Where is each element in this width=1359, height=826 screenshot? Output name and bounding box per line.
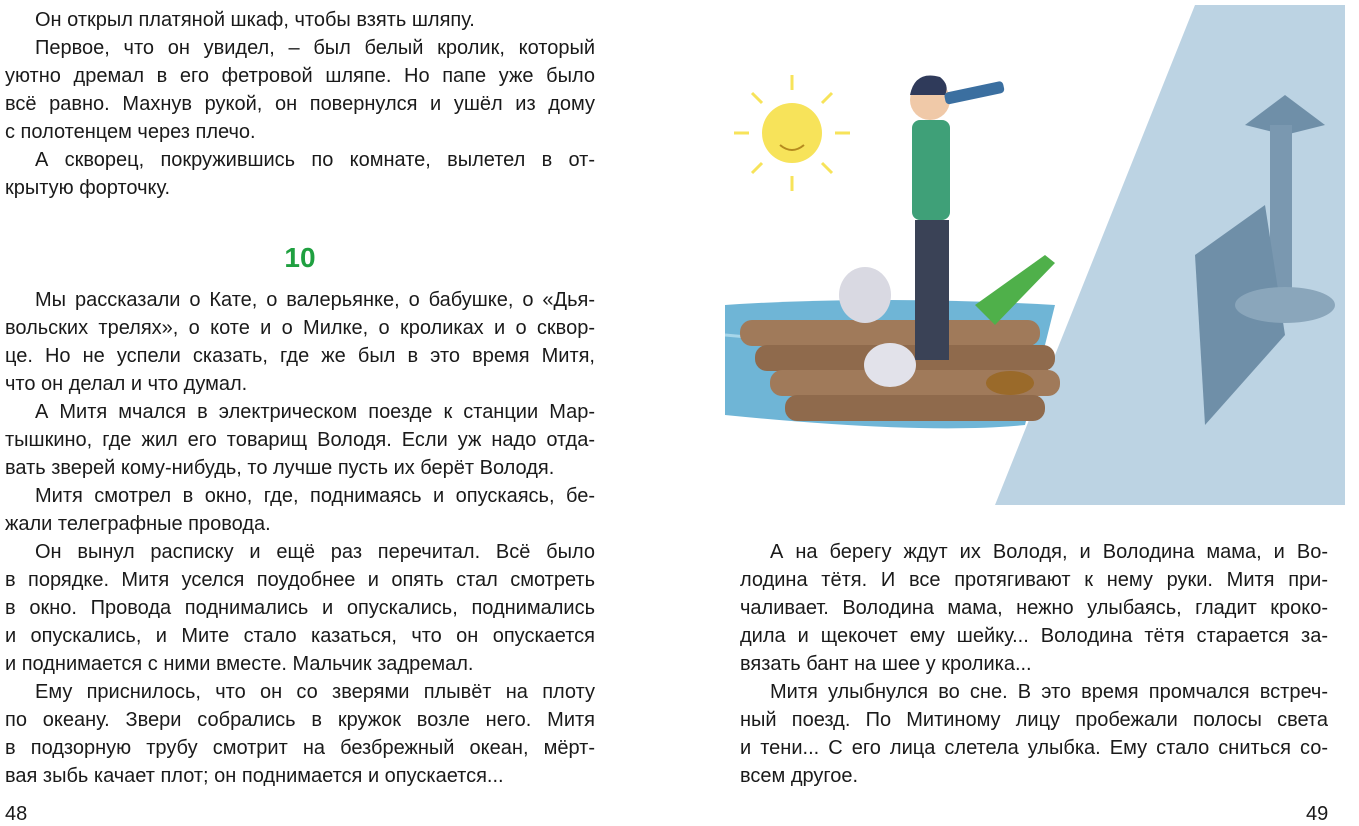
text-line: и тени... С его лица слетела улыбка. Ему стало сниться со- <box>740 737 1328 759</box>
text-line: А на берегу ждут их Володя, и Володина мама, и Во- <box>770 541 1328 563</box>
text-line: А скворец, покружившись по комнате, вылетел в от- <box>35 149 595 171</box>
text-line: уютно дремал в его фетровой шляпе. Но папе уже было <box>5 65 595 87</box>
left-page-text <box>5 6 595 790</box>
page-number-right: 49 <box>1306 803 1329 825</box>
text-line: жали телеграфные провода. <box>5 513 271 535</box>
text-line: вольских трелях», о коте и о Милке, о кроликах и о сквор- <box>5 317 595 339</box>
text-line: что он делал и что думал. <box>5 373 248 395</box>
text-line: вая зыбь качает плот; он поднимается и опускается... <box>5 765 504 787</box>
paragraphs-after-chapter <box>5 286 595 790</box>
text-line: Мы рассказали о Кате, о валерьянке, о бабушке, о «Дья- <box>35 289 595 311</box>
text-line: вать зверей кому-нибудь, то лучше пусть их берёт Володя. <box>5 457 555 479</box>
text-line: в окно. Провода поднимались и опускались, поднимались <box>5 597 595 619</box>
text-line: тышкино, где жил его товарищ Володя. Если уж надо отда- <box>5 429 595 451</box>
text-line: дила и щекочет ему шейку... Володина тётя старается за- <box>740 625 1328 647</box>
text-line: по океану. Звери собрались в кружок возле него. Митя <box>5 709 595 731</box>
text-line: ный поезд. По Митиному лицу пробежали полосы света <box>740 709 1328 731</box>
text-line: в порядке. Митя уселся поудобнее и опять стал смотреть <box>5 569 595 591</box>
text-line: и поднимается с ними вместе. Мальчик задремал. <box>5 653 474 675</box>
paragraphs-before-chapter <box>5 6 595 202</box>
text-line: и опускались, и Мите стало казаться, что он опускается <box>5 625 595 647</box>
text-line: чаливает. Володина мама, нежно улыбаясь, гладит кроко- <box>740 597 1328 619</box>
text-line: Он открыл платяной шкаф, чтобы взять шляпу. <box>35 9 475 31</box>
turtle <box>986 371 1034 395</box>
text-line: в подзорную трубу смотрит на безбрежный океан, мёрт- <box>5 737 595 759</box>
text-line: Митя смотрел в окно, где, поднимаясь и опускаясь, бе- <box>35 485 595 507</box>
text-line: А Митя мчался в электрическом поезде к станции Мар- <box>35 401 595 423</box>
text-line: крытую форточку. <box>5 177 171 199</box>
raft-dream-illustration <box>725 5 1345 505</box>
text-line: Ему приснилось, что он со зверями плывёт на плоту <box>35 681 595 703</box>
text-line: Он вынул расписку и ещё раз перечитал. Всё было <box>35 541 595 563</box>
page-number-left: 48 <box>5 803 28 825</box>
text-line: лодина тётя. И все протягивают к нему руки. Митя при- <box>740 569 1328 591</box>
text-line: вязать бант на шее у кролика... <box>740 653 1032 675</box>
right-page-text <box>740 538 1328 790</box>
chapter-number: 10 <box>284 242 316 273</box>
text-line: с полотенцем через плечо. <box>5 121 256 143</box>
text-line: всем другое. <box>740 765 859 787</box>
text-line: це. Но не успели сказать, где же был в это время Митя, <box>5 345 595 367</box>
text-line: Митя улыбнулся во сне. В это время промчался встреч- <box>770 681 1328 703</box>
text-line: всё равно. Махнув рукой, он повернулся и ушёл из дому <box>5 93 595 115</box>
text-line: Первое, что он увидел, – был белый кролик, который <box>35 37 595 59</box>
